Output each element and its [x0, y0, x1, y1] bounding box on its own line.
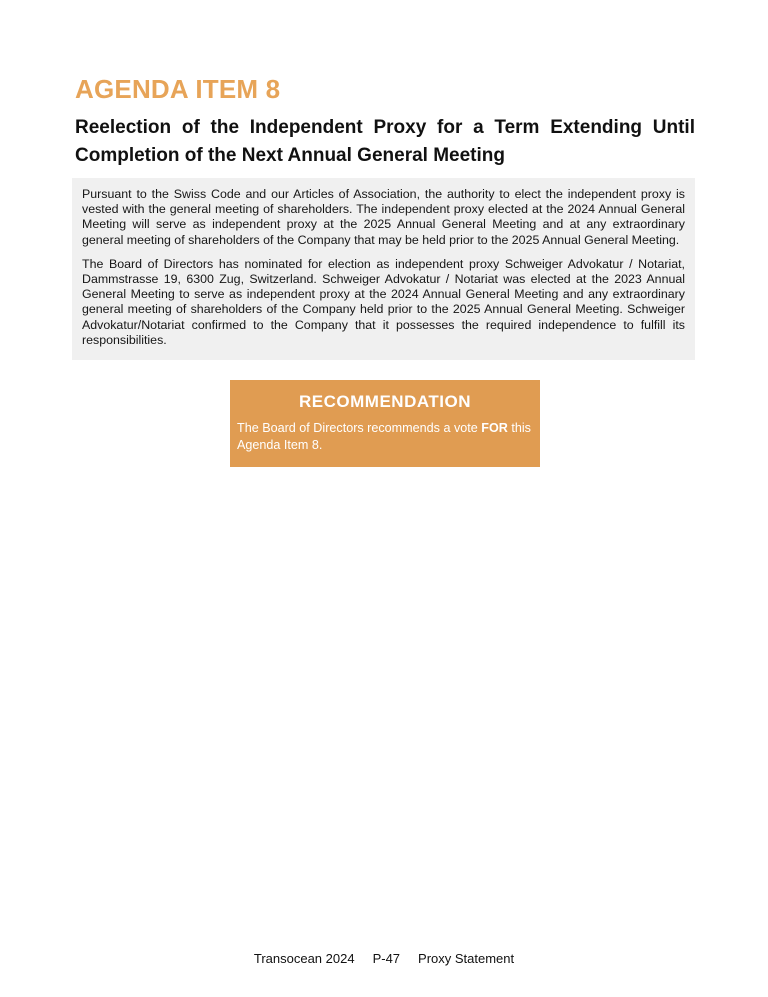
- info-paragraph-2: The Board of Directors has nominated for election as independent proxy Schweiger Advokatur / Notariat, Dammstrasse 19, 6300 Zug, Switzerland. Schweiger Advokatur / Notariat was elected at the 2023 Annual General Meeting to serve as independent proxy at the 2024 Annual General Meeting and any extraordinary general meeting of shareholders of the Company held prior to the 2025 Annual General Meeting. Schweiger Advokatur/Notariat confirmed to the Company that it possesses the required independence to fulfill its responsibilities.: [82, 256, 685, 347]
- footer-company: Transocean 2024: [253, 951, 355, 966]
- recommendation-text: [237, 420, 533, 453]
- recommendation-text-after: this Agenda Item 8.: [237, 421, 531, 452]
- item-subtitle: Reelection of the Independent Proxy for a Term Extending Until Completion of the Next Annual General Meeting: [75, 117, 695, 166]
- info-paragraph-1: Pursuant to the Swiss Code and our Articles of Association, the authority to elect the independent proxy is vested with the general meeting of shareholders. The independent proxy elected at the 2024 Annual General Meeting will serve as independent proxy at the 2025 Annual General Meeting and at any extraordinary general meeting of shareholders of the Company that may be held prior to the 2025 Annual General Meeting.: [82, 187, 685, 247]
- page-title: AGENDA ITEM 8: [75, 74, 281, 104]
- recommendation-box: [230, 380, 540, 467]
- recommendation-text-before: The Board of Directors recommends a vote: [237, 421, 482, 435]
- footer-doc-type: Proxy Statement: [418, 951, 515, 966]
- footer-page-number: P-47: [372, 951, 401, 966]
- info-panel: [72, 178, 695, 360]
- page-footer: [0, 951, 768, 966]
- recommendation-text-bold: FOR: [481, 421, 508, 435]
- recommendation-title: RECOMMENDATION: [299, 392, 471, 411]
